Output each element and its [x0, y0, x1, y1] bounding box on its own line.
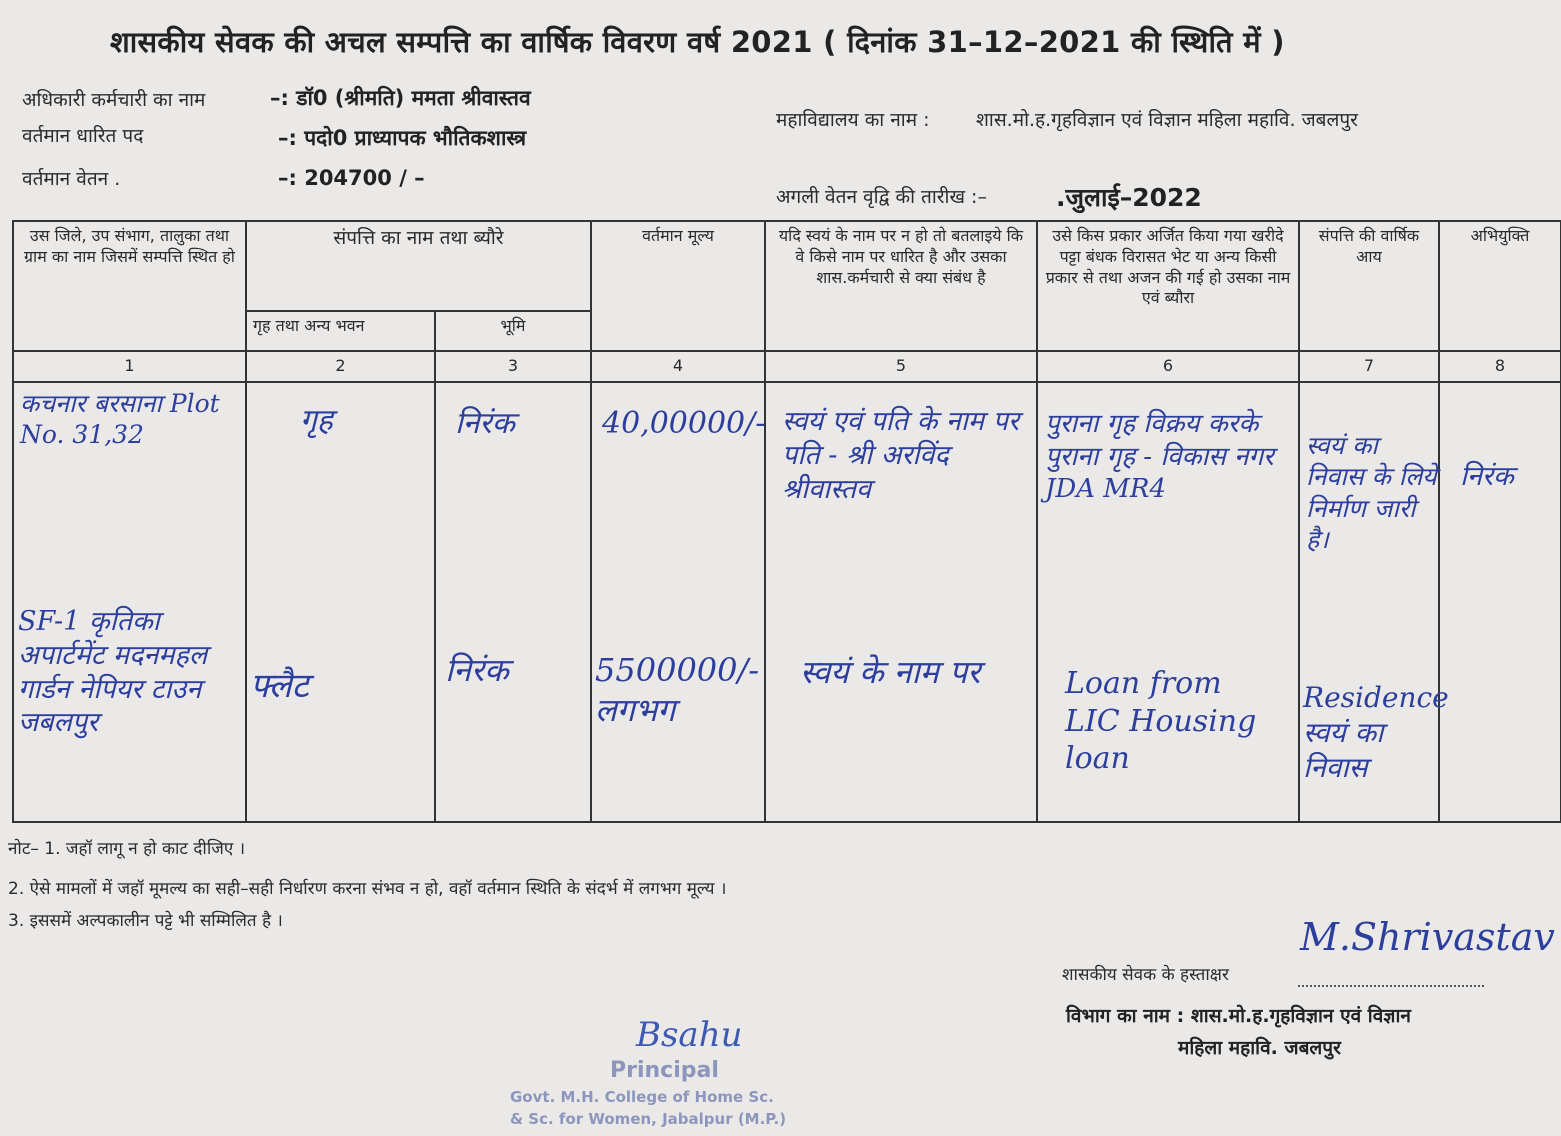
post-label: वर्तमान धारित पद [22, 125, 144, 147]
col-number: 1 [13, 351, 246, 382]
header-holder: यदि स्वयं के नाम पर न हो तो बतलाइये कि वे किसे नाम पर धारित है और उसका शास.कर्मचारी से क्या संबंध है [765, 221, 1037, 351]
increment-label: अगली वेतन वृद्वि की तारीख :– [776, 186, 987, 208]
name-label: अधिकारी कर्मचारी का नाम [22, 89, 206, 111]
name-value: –: डॉ0 (श्रीमति) ममता श्रीवास्तव [270, 86, 531, 110]
row2-holder: स्वयं के नाम पर [800, 653, 981, 691]
signature-label: शासकीय सेवक के हस्ताक्षर [1062, 965, 1229, 985]
note-1: नोट– 1. जहॉ लागू न हो काट दीजिए । [8, 839, 246, 859]
row2-building: फ्लैट [250, 666, 309, 706]
signature-line [1298, 985, 1484, 987]
note-3: 3. इससमें अल्पकालीन पट्टे भी सम्मिलित है । [8, 911, 283, 931]
header-land: भूमि [435, 311, 591, 351]
header-building: गृह तथा अन्य भवन [246, 311, 435, 351]
col-number: 7 [1299, 351, 1439, 382]
land-cell [435, 382, 591, 822]
page-title: शासकीय सेवक की अचल सम्पत्ति का वार्षिक विवरण वर्ष 2021 ( दिनांक 31–12–2021 की स्थिति में ) [110, 25, 1285, 59]
note-2: 2. ऐसे मामलों में जहॉ मूमल्य का सही–सही निर्धारण करना संभव न हो, वहॉ वर्तमान स्थिति के संदर्भ में लगभग मूल्य । [8, 879, 727, 899]
row2-land: निरंक [445, 651, 509, 689]
value-cell [591, 382, 765, 822]
col-number: 3 [435, 351, 591, 382]
row1-holder: स्वयं एवं पति के नाम पर पति - श्री अरविंद श्रीवास्तव [782, 406, 1019, 505]
col-number: 2 [246, 351, 435, 382]
row2-income: Residence स्वयं का निवास [1303, 681, 1449, 784]
header-location: उस जिले, उप संभाग, तालुका तथा ग्राम का नाम जिसमें सम्पत्ति स्थित हो [13, 221, 246, 351]
header-row [13, 221, 1561, 311]
header-income: संपत्ति की वार्षिक आय [1299, 221, 1439, 351]
building-cell [246, 382, 435, 822]
row1-acquired: पुराना गृह विक्रय करके पुराना गृह - विकास नगर JDA MR4 [1045, 409, 1274, 504]
col-number: 8 [1439, 351, 1561, 382]
row1-remarks: निरंक [1460, 461, 1514, 492]
stamp-line-2: & Sc. for Women, Jabalpur (M.P.) [510, 1110, 787, 1128]
header-remarks: अभियुक्ति [1439, 221, 1561, 351]
employee-signature: M.Shrivastav [1300, 915, 1555, 959]
stamp-title: Principal [610, 1058, 719, 1083]
header-value: वर्तमान मूल्य [591, 221, 765, 351]
college-value: शास.मो.ह.गृहविज्ञान एवं विज्ञान महिला महावि. जबलपुर [976, 109, 1358, 131]
row1-land: निरंक [455, 406, 515, 441]
remarks-cell [1439, 382, 1561, 822]
row1-building: गृह [300, 403, 333, 438]
principal-signature: Bsahu [636, 1015, 743, 1055]
increment-value: .जुलाई–2022 [1056, 183, 1202, 212]
row2-value: 5500000/- लगभग [595, 651, 760, 729]
col-number: 4 [591, 351, 765, 382]
department-line-2: महिला महावि. जबलपुर [1178, 1037, 1341, 1059]
row2-location: SF-1 कृतिका अपार्टमेंट मदनमहल गार्डन नेपियर टाउन जबलपुर [18, 606, 208, 739]
column-number-row [13, 351, 1561, 382]
row2-acquired: Loan from LIC Housing loan [1065, 666, 1257, 776]
department-line-1: विभाग का नाम : शास.मो.ह.गृहविज्ञान एवं विज्ञान [1066, 1005, 1411, 1027]
col-number: 5 [765, 351, 1037, 382]
salary-label: वर्तमान वेतन . [22, 168, 121, 190]
post-value: –: पदो0 प्राध्यापक भौतिकशास्त्र [278, 126, 527, 150]
stamp-line-1: Govt. M.H. College of Home Sc. [510, 1088, 774, 1106]
salary-value: –: 204700 / – [278, 166, 425, 190]
row1-location: कचनार बरसाना Plot No. 31,32 [20, 389, 220, 450]
row1-value: 40,00000/- [602, 406, 766, 441]
college-label: महाविद्यालय का नाम : [776, 109, 930, 131]
header-acquired: उसे किस प्रकार अर्जित किया गया खरीदे पट्टा बंधक विरासत भेट या अन्य किसी प्रकार से तथा अजन की गई हो उसका नाम एवं ब्यौरा [1037, 221, 1299, 351]
row1-income: स्वयं का निवास के लिये निर्माण जारी है। [1306, 431, 1437, 554]
header-property: संपत्ति का नाम तथा ब्यौरे [246, 221, 591, 311]
col-number: 6 [1037, 351, 1299, 382]
